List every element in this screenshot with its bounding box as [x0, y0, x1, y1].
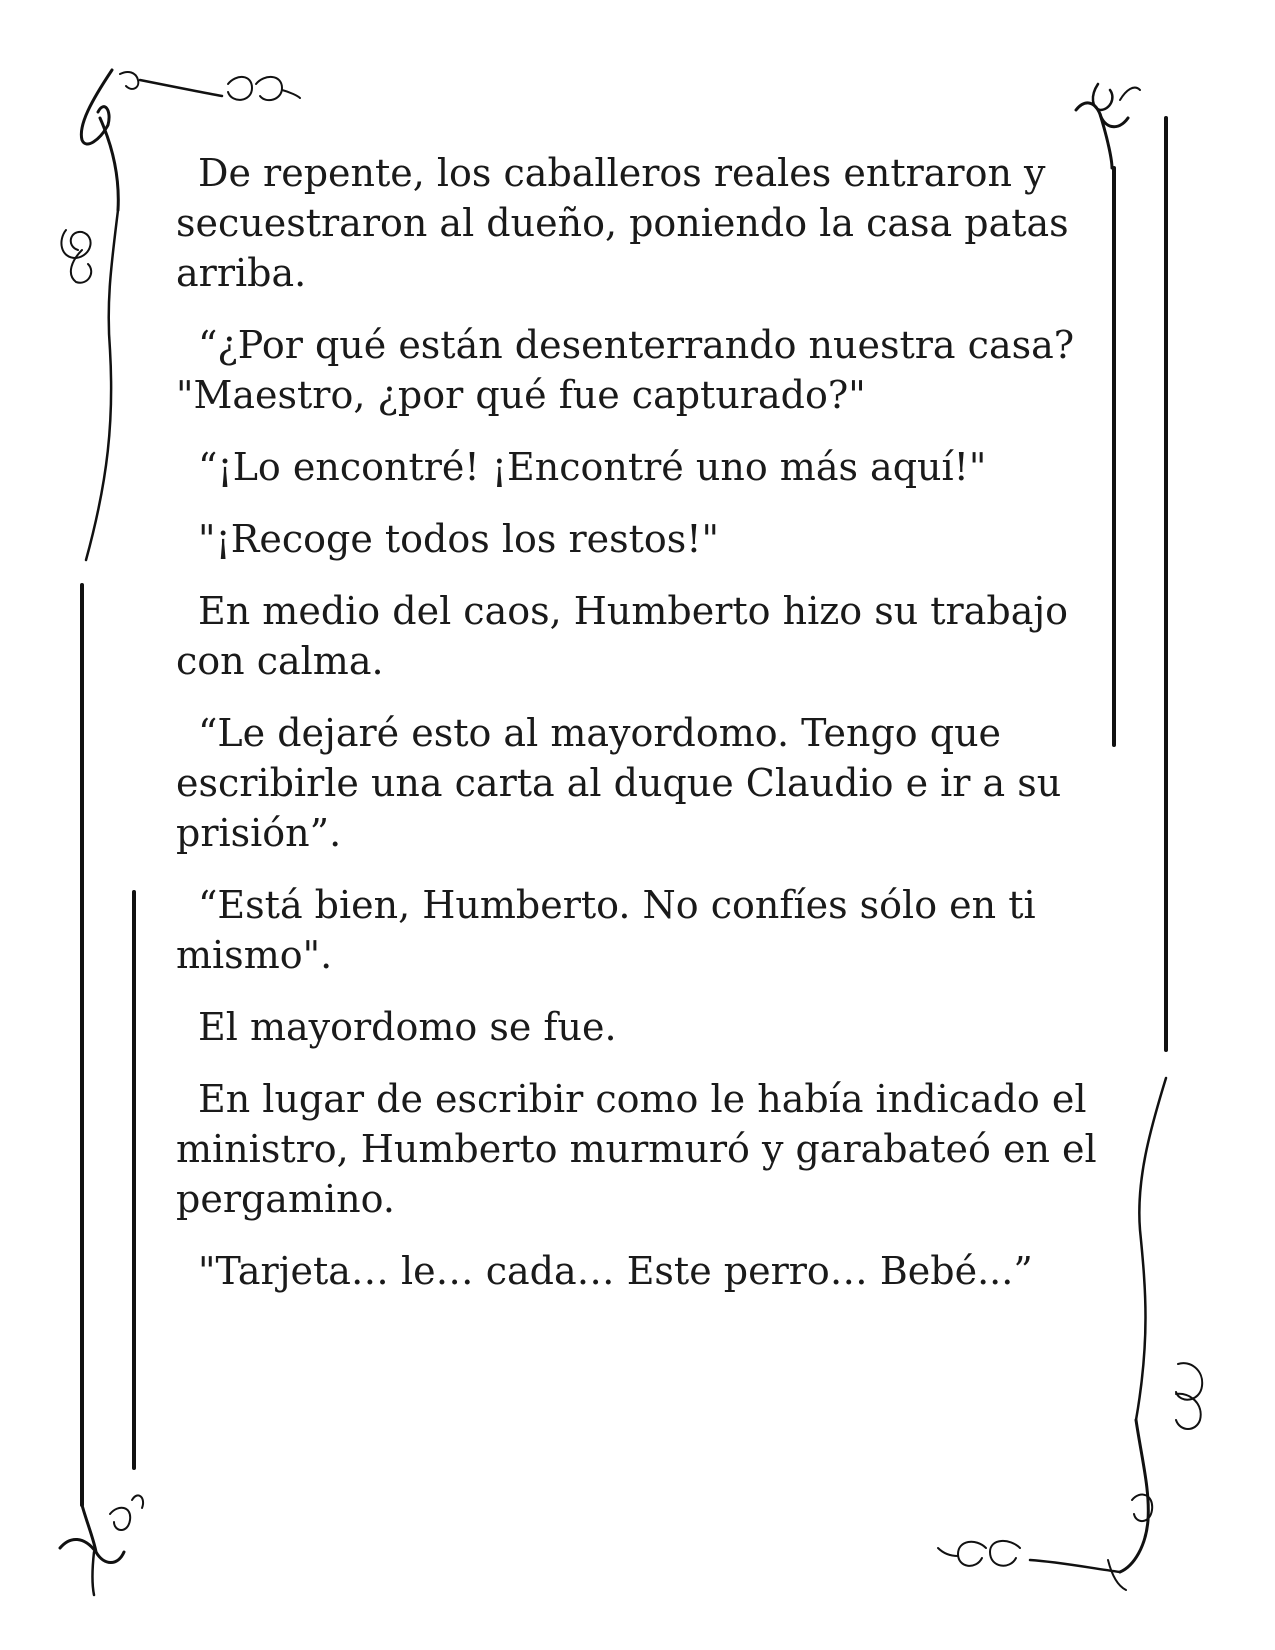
paragraph: En lugar de escribir como le había indicado el ministro, Humberto murmuró y garabateó en el pergamino.: [176, 1077, 1097, 1221]
paragraph: “Está bien, Humberto. No confíes sólo en ti mismo".: [176, 883, 1036, 977]
paragraph: "Tarjeta… le… cada… Este perro… Bebé...”: [198, 1249, 1033, 1293]
paragraph: El mayordomo se fue.: [198, 1005, 617, 1049]
story-text: [176, 148, 1106, 1318]
paragraph: “Le dejaré esto al mayordomo. Tengo que escribirle una carta al duque Claudio e ir a su prisión”.: [176, 711, 1062, 855]
paragraph: En medio del caos, Humberto hizo su trabajo con calma.: [176, 589, 1069, 683]
paragraph: “¡Lo encontré! ¡Encontré uno más aquí!": [198, 445, 987, 489]
paragraph: "¡Recoge todos los restos!": [198, 517, 719, 561]
paragraph: “¿Por qué están desenterrando nuestra casa? "Maestro, ¿por qué fue capturado?": [176, 323, 1075, 417]
flourish-bottom-left: [60, 1495, 143, 1595]
paragraph: De repente, los caballeros reales entraron y secuestraron al dueño, poniendo la casa patas arriba.: [176, 151, 1069, 295]
